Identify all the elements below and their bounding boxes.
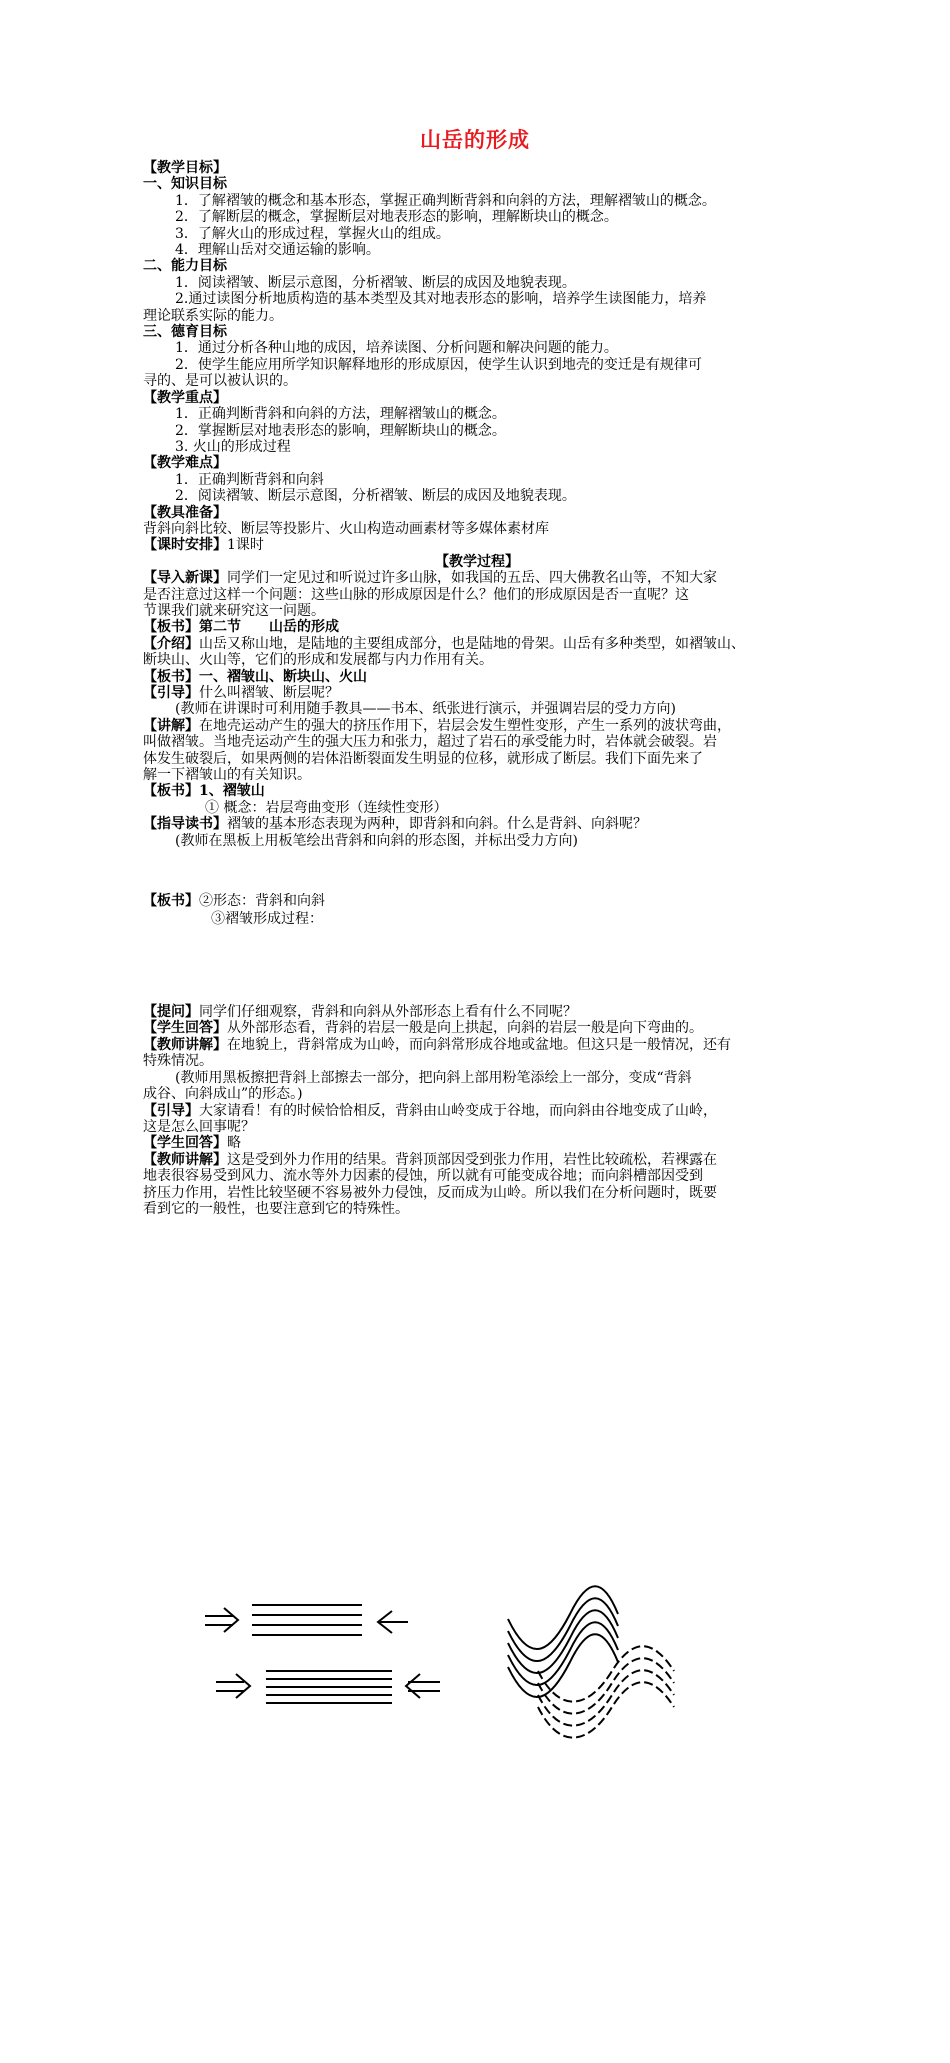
question-text: 同学们仔细观察，背斜和向斜从外部形态上看有什么不同呢？ [199, 1004, 577, 1021]
board1-text: 第二节 山岳的形成 [199, 619, 339, 636]
moral-item: 1．通过分析各种山地的成因，培养读图、分析问题和解决问题的能力。 [175, 340, 618, 357]
reading-label: 【指导读书】 [143, 816, 227, 833]
answer2-label: 【学生回答】 [143, 1135, 227, 1152]
lower-strata-icon [266, 1671, 392, 1703]
schedule-label: 【课时安排】 [143, 537, 227, 554]
board4-label: 【板书】 [143, 893, 199, 910]
concept-line: ① 概念：岩层弯曲变形（连续性变形） [205, 799, 448, 816]
page-title: 山岳的形成 [420, 127, 530, 152]
answer1-text: 从外部形态看，背斜的岩层一般是向上拱起，向斜的岩层一般是向下弯曲的。 [227, 1020, 703, 1037]
intro-line: 是否注意过这样一个问题：这些山脉的形成原因是什么？他们的形成原因是否一直呢？这 [143, 586, 689, 603]
intro2-label: 【介绍】 [143, 635, 199, 652]
ability-item: 1．阅读褶皱、断层示意图，分析褶皱、断层的成因及地貌表现。 [175, 274, 576, 291]
compression-arrow-icon [406, 1674, 440, 1698]
reading-text: 褶皱的基本形态表现为两种，即背斜和向斜。什么是背斜、向斜呢？ [227, 816, 647, 833]
guide1-text: 什么叫褶皱、断层呢？ [199, 685, 339, 701]
intro-paragraph [143, 570, 811, 586]
compression-arrow-icon [216, 1674, 250, 1698]
board2-text: 一、褶皱山、断块山、火山 [199, 668, 367, 685]
intro2-line: 山岳又称山地，是陆地的主要组成部分，也是陆地的骨架。山岳有多种类型，如褶皱山、 [199, 635, 745, 652]
difficult-points-heading: 【教学难点】 [143, 455, 227, 472]
board3-text: 1、褶皱山 [199, 783, 265, 800]
explain2-label: 【教师讲解】 [143, 1036, 227, 1053]
guide1-label: 【引导】 [143, 685, 199, 701]
explain1-line: 解一下褶皱山的有关知识。 [143, 767, 311, 784]
board1-label: 【板书】 [143, 619, 199, 636]
explain1-line: 体发生破裂后，如果两侧的岩体沿断裂面发生明显的位移，就形成了断层。我们下面先来了 [143, 750, 703, 767]
upper-strata-icon [252, 1605, 362, 1635]
intro2-line: 断块山、火山等，它们的形成和发展都与内力作用有关。 [143, 652, 493, 669]
guide2-line: 这是怎么回事呢？ [143, 1118, 255, 1135]
key-point-item: 3. 火山的形成过程 [175, 438, 291, 455]
explain1-label: 【讲解】 [143, 717, 199, 734]
question-label: 【提问】 [143, 1004, 199, 1021]
document-body [143, 160, 811, 1217]
key-points-heading: 【教学重点】 [143, 389, 227, 406]
explain2-note: 成谷、向斜成山”的形态。) [143, 1086, 303, 1103]
explain3-line: 这是受到外力作用的结果。背斜顶部因受到张力作用，岩性比较疏松，若裸露在 [227, 1151, 717, 1168]
knowledge-item: 2．了解断层的概念，掌握断层对地表形态的影响，理解断块山的概念。 [175, 209, 618, 226]
board4-process: ③褶皱形成过程： [211, 911, 323, 928]
moral-heading: 三、德育目标 [143, 324, 227, 341]
key-point-item: 1．正确判断背斜和向斜的方法，理解褶皱山的概念。 [175, 406, 506, 423]
reading-note: (教师在黑板上用板笔绘出背斜和向斜的形态图，并标出受力方向) [175, 832, 578, 849]
board2-label: 【板书】 [143, 668, 199, 685]
objectives-heading: 【教学目标】 [143, 160, 227, 176]
process-heading: 【教学过程】 [435, 553, 519, 570]
answer1-label: 【学生回答】 [143, 1020, 227, 1037]
explain3-line: 地表很容易受到风力、流水等外力因素的侵蚀，所以就有可能变成谷地；而向斜槽部因受到 [143, 1168, 703, 1185]
guide2-line: 大家请看！有的时候恰恰相反，背斜由山岭变成于谷地，而向斜由谷地变成了山岭， [199, 1102, 717, 1119]
key-point-item: 2．掌握断层对地表形态的影响，理解断块山的概念。 [175, 422, 506, 439]
schedule-line [143, 537, 811, 553]
difficult-point-item: 2．阅读褶皱、断层示意图，分析褶皱、断层的成因及地貌表现。 [175, 488, 576, 505]
materials-heading: 【教具准备】 [143, 504, 227, 521]
explain3-line: 挤压力作用，岩性比较坚硬不容易被外力侵蚀，反而成为山岭。所以我们在分析问题时，既要 [143, 1184, 717, 1201]
guide1-note: (教师在讲课时可利用随手教具——书本、纸张进行演示，并强调岩层的受力方向) [175, 701, 676, 718]
knowledge-heading: 一、知识目标 [143, 176, 227, 193]
anticline-icon [508, 1586, 618, 1697]
schedule-text: 1课时 [227, 537, 264, 554]
explain2-note: (教师用黑板擦把背斜上部擦去一部分，把向斜上部用粉笔添绘上一部分，变成“背斜 [175, 1069, 692, 1086]
syncline-icon [538, 1646, 674, 1737]
board1-line [143, 619, 811, 635]
compression-arrow-icon [205, 1608, 238, 1632]
ability-heading: 二、能力目标 [143, 258, 227, 275]
explain2-line: 特殊情况。 [143, 1053, 213, 1070]
guide2-label: 【引导】 [143, 1102, 199, 1119]
moral-item: 2．使学生能应用所学知识解释地形的形成原因，使学生认识到地壳的变迁是有规律可 [175, 356, 702, 373]
answer2-text: 略 [227, 1135, 241, 1152]
intro2-paragraph [143, 636, 811, 652]
fold-diagram-row [143, 879, 811, 1004]
knowledge-item: 4．理解山岳对交通运输的影响。 [175, 242, 380, 259]
ability-item: 2.通过读图分析地质构造的基本类型及其对地表形态的影响，培养学生读图能力，培养 [175, 291, 707, 308]
board3-label: 【板书】 [143, 783, 199, 800]
intro-line: 同学们一定见过和听说过许多山脉，如我国的五岳、四大佛教名山等，不知大家 [227, 570, 717, 587]
intro-line: 节课我们就来研究这一问题。 [143, 602, 325, 619]
explain1-line: 叫做褶皱。当地壳运动产生的强大压力和张力，超过了岩石的承受能力时，岩体就会破裂。岩 [143, 734, 717, 751]
compression-arrow-icon [378, 1611, 408, 1633]
explain3-label: 【教师讲解】 [143, 1151, 227, 1168]
explain2-line: 在地貌上，背斜常成为山岭，而向斜常形成谷地或盆地。但这只是一般情况，还有 [227, 1036, 731, 1053]
ability-item: 理论联系实际的能力。 [143, 307, 283, 324]
board2-line [143, 669, 811, 685]
moral-item: 寻的、是可以被认识的。 [143, 373, 297, 390]
difficult-point-item: 1．正确判断背斜和向斜 [175, 471, 324, 488]
materials-text: 背斜向斜比较、断层等投影片、火山构造动画素材等多媒体素材库 [143, 520, 549, 537]
fold-diagram [0, 719, 950, 2063]
intro-label: 【导入新课】 [143, 570, 227, 587]
explain1-line: 在地壳运动产生的强大的挤压作用下，岩层会发生塑性变形，产生一系列的波状弯曲， [199, 717, 731, 734]
explain3-line: 看到它的一般性，也要注意到它的特殊性。 [143, 1200, 409, 1217]
knowledge-item: 3．了解火山的形成过程，掌握火山的组成。 [175, 225, 450, 242]
board4-shape: ②形态：背斜和向斜 [199, 893, 325, 910]
guide1-line [143, 685, 811, 701]
knowledge-item: 1．了解褶皱的概念和基本形态，掌握正确判断背斜和向斜的方法，理解褶皱山的概念。 [175, 192, 716, 209]
